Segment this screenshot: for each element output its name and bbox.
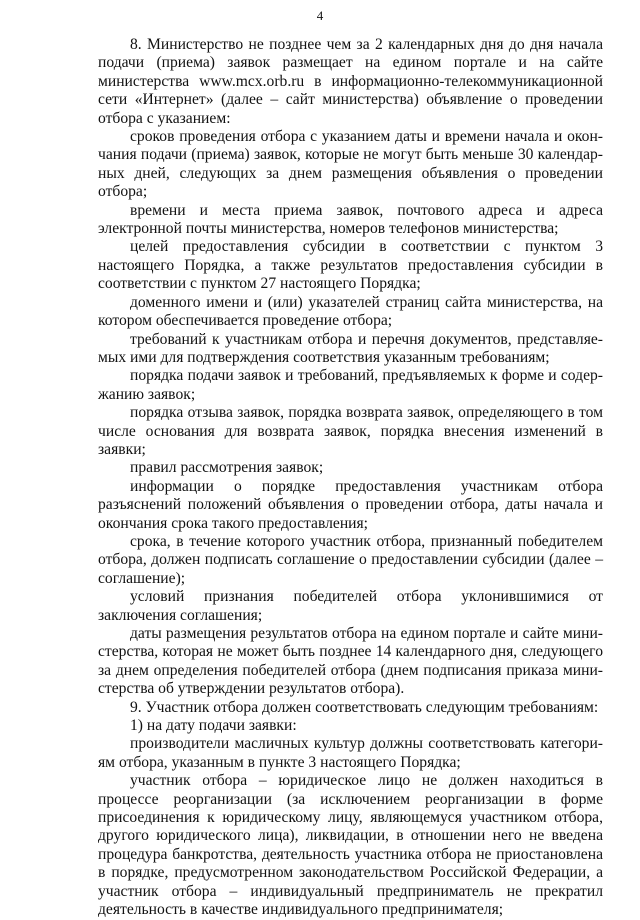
- list-item: порядка подачи заявок и требований, предъявляемых к форме и содержанию заявок;: [98, 367, 603, 403]
- document-body: [98, 36, 603, 920]
- list-item: целей предоставления субсидии в соответствии с пунктом 3 настоящего Порядка, а также результатов предоставления субсидии в соответствии с пунктом 27 настоящего Порядка;: [98, 238, 603, 293]
- paragraph-8-intro: 8. Министерство не позднее чем за 2 календарных дня до дня начала подачи (приема) заявок размещает на едином портале и на сайте министерства www.mcx.orb.ru в информационно-телекоммуникационной сети «Интернет» (далее – сайт министерства) объявление о проведении отбора с указанием:: [98, 36, 603, 127]
- list-item: времени и места приема заявок, почтового адреса и адреса электронной почты министерства, номеров телефонов министерства;: [98, 201, 603, 238]
- page-number: 4: [316, 8, 324, 23]
- list-item: производители масличных культур должны соответствовать категориям отбора, указанным в пункте 3 настоящего Порядка;: [98, 735, 603, 771]
- list-item: правил рассмотрения заявок;: [130, 459, 324, 477]
- list-item: даты размещения результатов отбора на едином портале и сайте министерства, которая не может быть позднее 14 календарного дня, следующего за днем определения победителей отбора (днем подписания приказа министерства об утверждении результатов отбора).: [98, 625, 603, 698]
- list-item: срока, в течение которого участник отбора, признанный победителем отбора, должен подписать соглашение о предоставлении субсидии (далее – соглашение);: [98, 532, 603, 587]
- list-item: сроков проведения отбора с указанием даты и времени начала и окончания подачи (приема) заявок, которые не могут быть меньше 30 календарных дней, следующих за днем размещения объявления о проведении отбора;: [98, 128, 603, 201]
- subitem-heading: 1) на дату подачи заявки:: [130, 717, 297, 735]
- list-item: условий признания победителей отбора уклонившимися от заключения соглашения;: [98, 588, 603, 624]
- list-item: доменного имени и (или) указателей страниц сайта министерства, на котором обеспечивается проведение отбора;: [98, 293, 603, 330]
- list-item: порядка отзыва заявок, порядка возврата заявок, определяющего в том числе основания для возврата заявок, порядка внесения изменений в заявки;: [98, 404, 603, 458]
- list-item: участник отбора – юридическое лицо не должен находиться в процессе реорганизации (за исключением реорганизации в форме присоединения к юридическому лицу, являющемуся участником отбора, другого юридического лица), ликвидации, в отношении него не введена процедура банкротства, деятельность участника отбора не приостановлена в порядке, предусмотренном законодательством Российской Федерации, а участник отбора – индивидуальный предприниматель не прекратил деятельность в качестве индивидуального предпринимателя;: [98, 772, 603, 919]
- list-item: требований к участникам отбора и перечня документов, представляемых ими для подтверждения соответствия указанным требованиям;: [98, 330, 603, 366]
- paragraph-9-intro: 9. Участник отбора должен соответствовать следующим требованиям:: [130, 698, 599, 716]
- list-item: информации о порядке предоставления участникам отбора разъяснений положений объявления о проведении отбора, даты начала и окончания срока такого предоставления;: [98, 477, 603, 532]
